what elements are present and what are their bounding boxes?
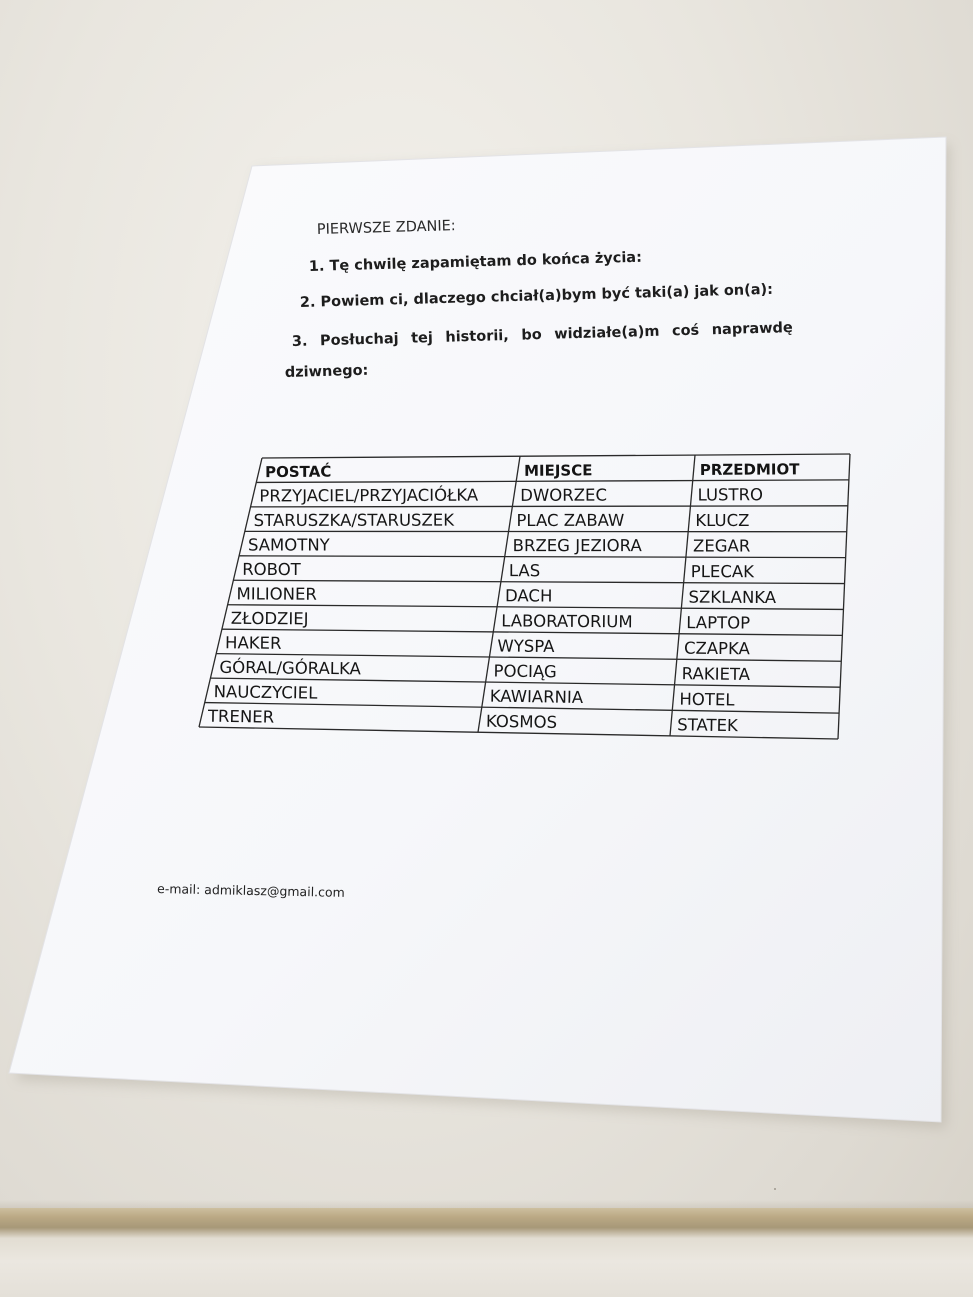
sentence-1: 1. Tę chwilę zapamiętam do końca życia: [308, 249, 643, 275]
table-cell-place: LABORATORIUM [501, 611, 633, 632]
table-cell-character: ZŁODZIEJ [230, 608, 309, 629]
table-cell-character: MILIONER [236, 584, 317, 604]
table-cell-character: NAUCZYCIEL [213, 682, 318, 703]
table-cell-object: STATEK [677, 715, 738, 736]
table-header-place: MIEJSCE [524, 461, 593, 480]
table-cell-object: RAKIETA [681, 664, 751, 685]
table-cell-place: POCIĄG [493, 661, 557, 682]
table-cell-object: PLECAK [690, 562, 755, 582]
table-cell-character: HAKER [225, 633, 282, 653]
table-cell-place: DWORZEC [520, 485, 608, 505]
table-header-character: POSTAĆ [265, 462, 332, 482]
table-cell-object: KLUCZ [695, 510, 750, 531]
table-cell-object: ZEGAR [693, 536, 751, 556]
table-cell-character: PRZYJACIEL/PRZYJACIÓŁKA [259, 485, 479, 506]
table-cell-place: LAS [508, 561, 541, 581]
sentence-3-continued: dziwnego: [284, 362, 369, 381]
paper-sheet [9, 137, 946, 1122]
sentence-2: 2. Powiem ci, dlaczego chciał(a)bym być taki(a) jak on(a): [299, 281, 774, 311]
table-cell-place: WYSPA [497, 636, 555, 657]
table-cell-character: STARUSZKA/STARUSZEK [253, 510, 455, 530]
table-cell-place: KOSMOS [485, 711, 558, 732]
email-address: e-mail: admiklasz@gmail.com [156, 881, 345, 900]
table-cell-place: PLAC ZABAW [516, 510, 625, 531]
table-cell-character: GÓRAL/GÓRALKA [219, 657, 361, 679]
table-cell-character: SAMOTNY [247, 535, 330, 555]
document-heading: PIERWSZE ZDANIE: [316, 218, 456, 238]
table-cell-place: BRZEG JEZIORA [512, 536, 642, 556]
table-cell-object: HOTEL [679, 689, 735, 710]
sentence-3: 3. Posłuchaj tej historii, bo widziałe(a)m coś naprawdę [291, 320, 793, 350]
table-header-object: PRZEDMIOT [699, 460, 800, 479]
table-cell-place: KAWIARNIA [489, 686, 584, 707]
table-cell-object: LAPTOP [686, 613, 751, 633]
table-cell-character: ROBOT [242, 559, 301, 580]
table-cell-character: TRENER [207, 706, 275, 727]
table-cell-object: LUSTRO [697, 485, 764, 505]
table-cell-place: DACH [505, 586, 553, 606]
table-cell-object: CZAPKA [683, 638, 750, 659]
table-cell-object: SZKLANKA [688, 587, 777, 608]
